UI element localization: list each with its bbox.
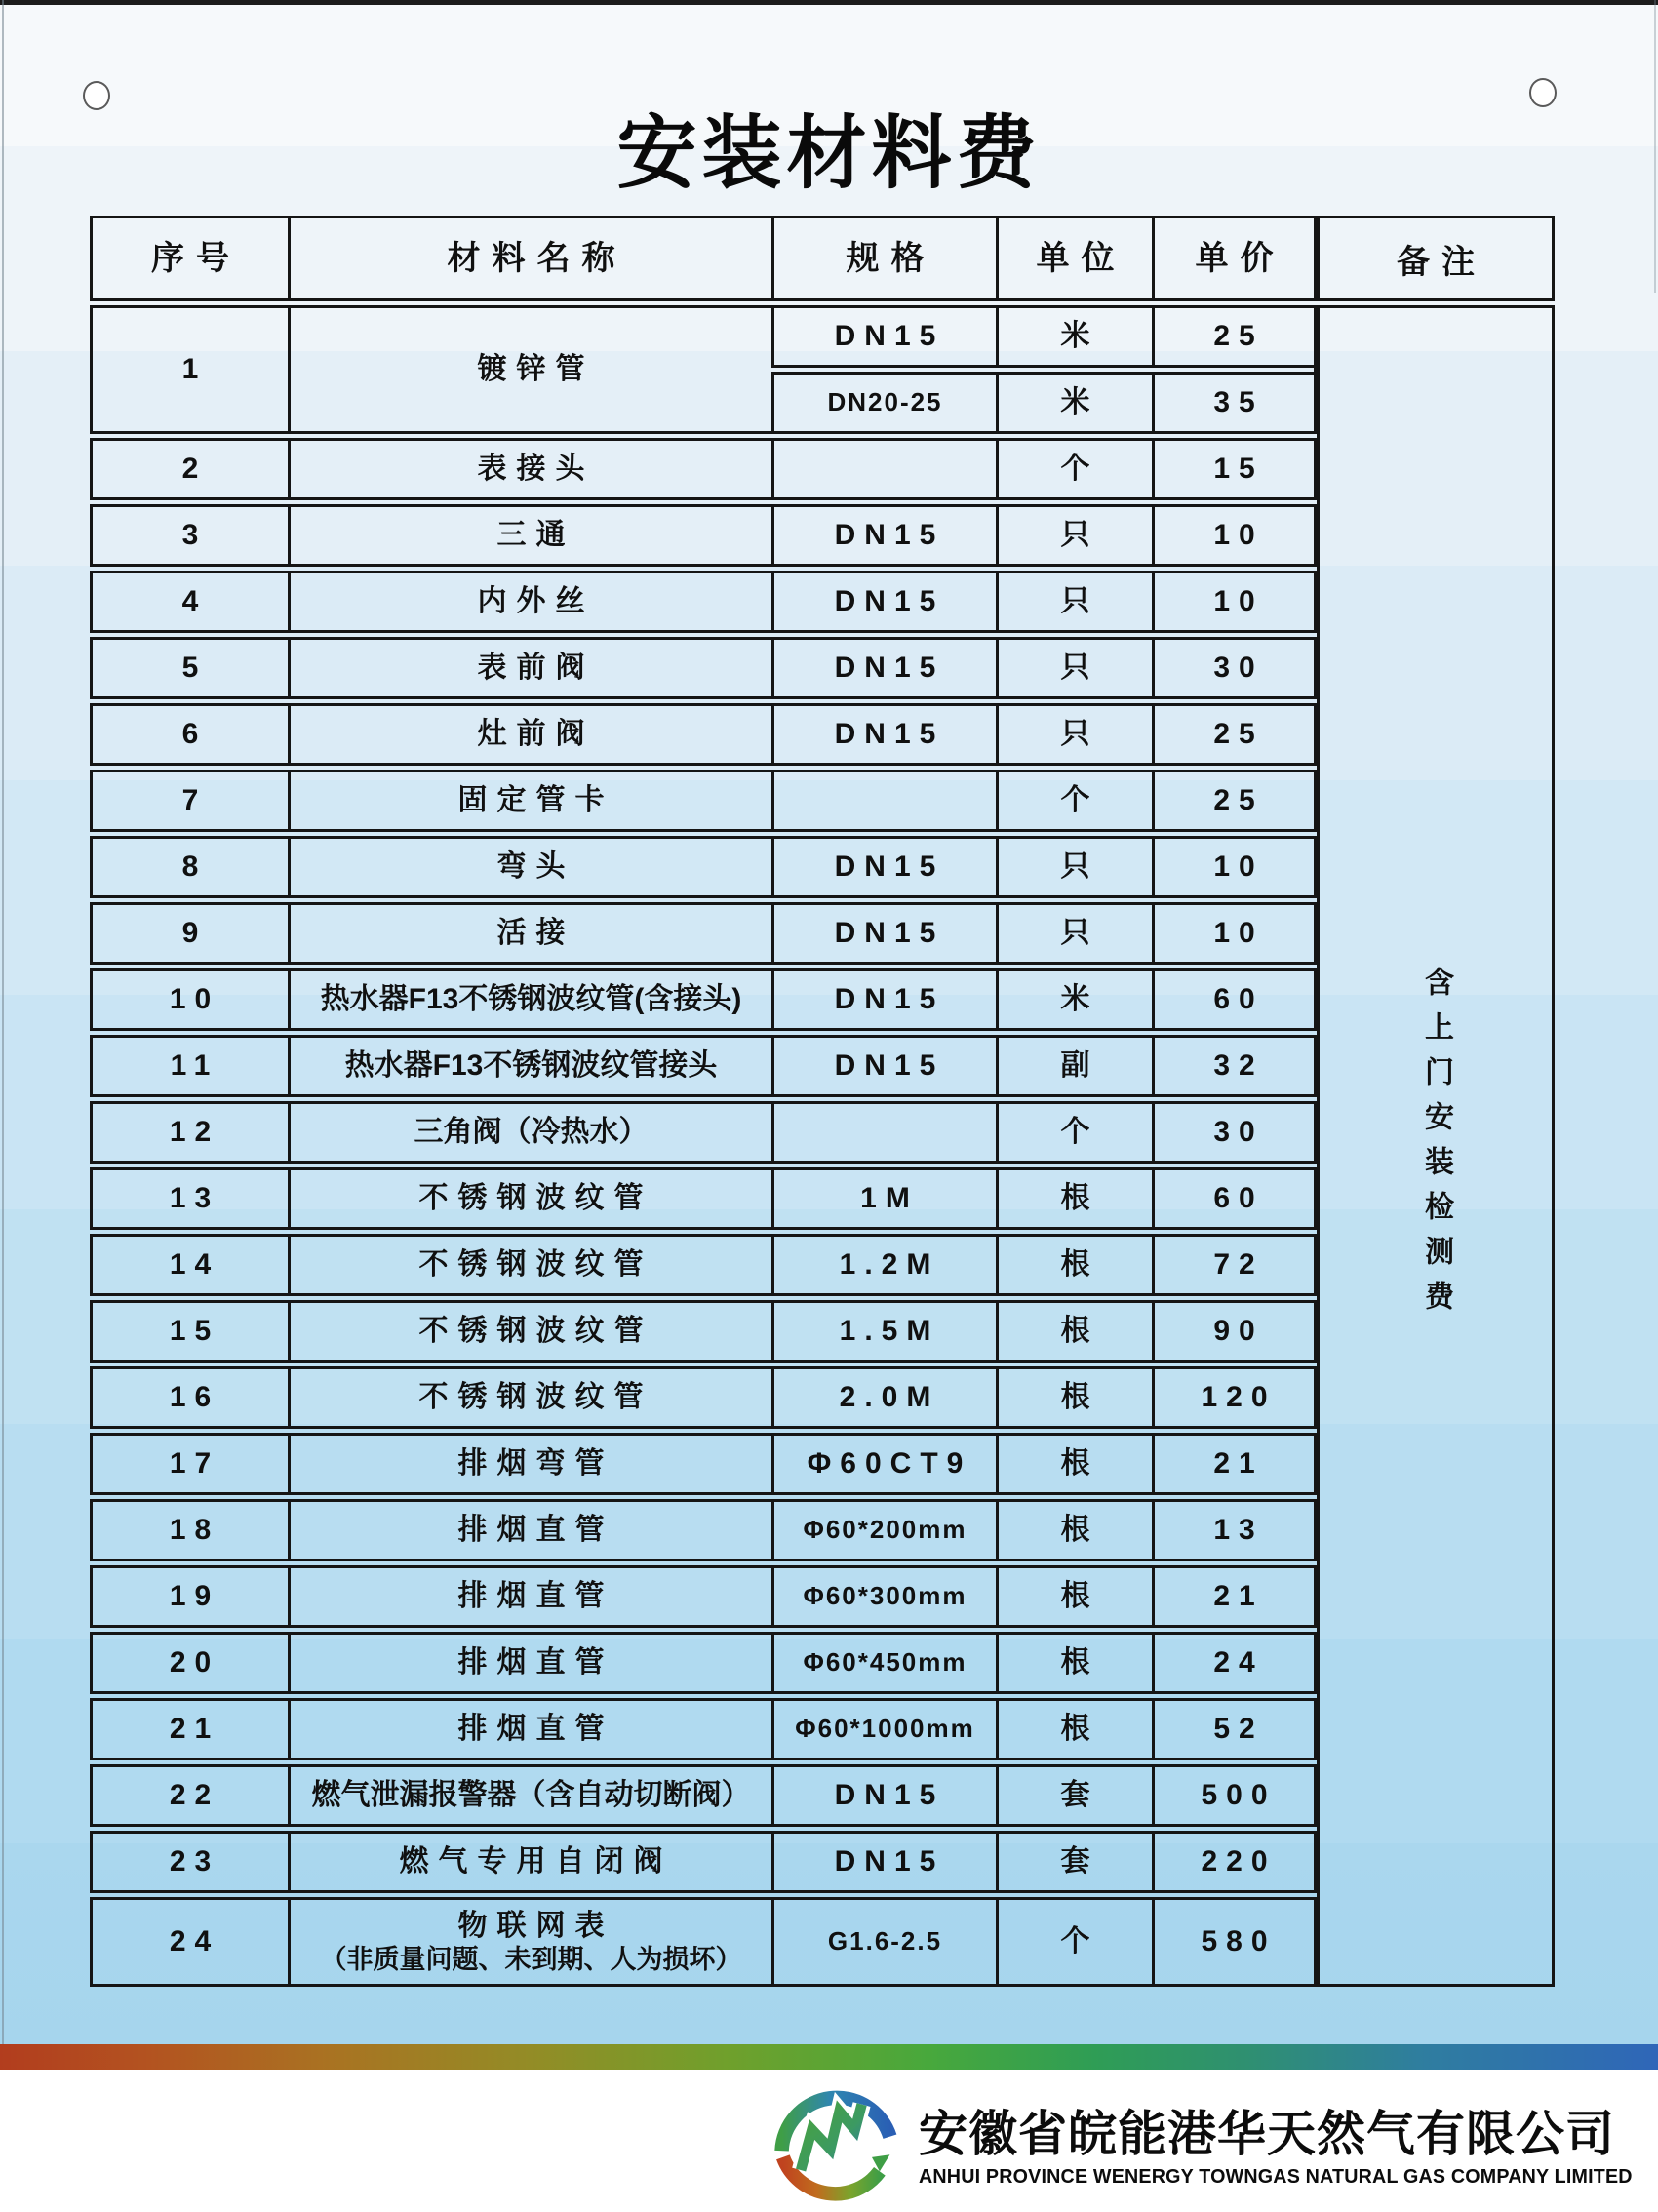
row-price: 10 (1152, 507, 1314, 564)
table-row (90, 571, 1317, 633)
table-row (90, 1565, 1317, 1628)
row-price: 72 (1152, 1237, 1314, 1293)
row-material-name: 热水器F13不锈钢波纹管(含接头) (288, 971, 771, 1028)
remark-column (1317, 216, 1555, 1987)
row-price: 90 (1152, 1303, 1314, 1360)
row-material-name: 热水器F13不锈钢波纹管接头 (288, 1038, 771, 1094)
header-cell-spec: 规格 (771, 218, 996, 298)
row-no: 1 (181, 353, 208, 385)
row-spec: DN15 (771, 1834, 996, 1890)
row-material-name: 排烟直管 (288, 1635, 771, 1691)
row-unit: 根 (996, 1701, 1152, 1758)
row-price: 30 (1152, 1104, 1314, 1161)
company-name-block (919, 2095, 1658, 2189)
row-unit: 只 (996, 905, 1152, 962)
row-material-name: 表前阀 (288, 640, 771, 696)
row-no: 15 (169, 1315, 220, 1347)
top-edge-line (0, 0, 1658, 5)
row-price: 25 (1152, 706, 1314, 763)
row-spec: Φ60*300mm (771, 1568, 996, 1625)
table-row (90, 1831, 1317, 1893)
table-row (90, 637, 1317, 699)
row-price: 32 (1152, 1038, 1314, 1094)
row-price: 25 (1152, 308, 1314, 365)
row-no: 21 (169, 1713, 220, 1745)
table-row (90, 1300, 1317, 1363)
row-spec: DN15 (771, 507, 996, 564)
row-no: 13 (169, 1182, 220, 1214)
row-no: 17 (169, 1447, 220, 1480)
row-spec: 1.2M (771, 1237, 996, 1293)
table-row (90, 836, 1317, 898)
row-spec: DN20-25 (771, 375, 996, 431)
row-unit: 根 (996, 1170, 1152, 1227)
row-price: 35 (1152, 375, 1314, 431)
row-spec: DN15 (771, 640, 996, 696)
row-unit: 个 (996, 441, 1152, 497)
row-material-name: 三角阀（冷热水） (288, 1104, 771, 1161)
company-name-cn: 安徽省皖能港华天然气有限公司 (919, 2107, 1615, 2161)
row-no: 8 (181, 850, 208, 883)
table-row (90, 703, 1317, 766)
row-unit: 个 (996, 1900, 1152, 1984)
price-table-main (90, 216, 1317, 1987)
header-cell-unit: 单位 (996, 218, 1152, 298)
row-material-name-line2: （非质量问题、未到期、人为损坏） (320, 1944, 742, 1974)
row-price: 30 (1152, 640, 1314, 696)
table-row (90, 305, 1317, 434)
row-price: 10 (1152, 573, 1314, 630)
row-unit: 只 (996, 507, 1152, 564)
row-price: 21 (1152, 1568, 1314, 1625)
table-row (90, 1632, 1317, 1694)
row-material-name (288, 1900, 771, 1984)
row-unit: 米 (996, 971, 1152, 1028)
row-unit: 根 (996, 1237, 1152, 1293)
row-unit: 根 (996, 1436, 1152, 1492)
row-unit: 米 (996, 375, 1152, 431)
row-no: 23 (169, 1845, 220, 1877)
row-price: 10 (1152, 839, 1314, 895)
row-unit: 个 (996, 1104, 1152, 1161)
row-price: 13 (1152, 1502, 1314, 1559)
table-row (90, 438, 1317, 500)
page-title: 安装材料费 (616, 109, 1042, 198)
row-spec: DN15 (771, 905, 996, 962)
row-material-name: 表接头 (288, 441, 771, 497)
left-edge-line (2, 0, 4, 2044)
row-spec: DN15 (771, 1767, 996, 1824)
row-material-name: 固定管卡 (288, 772, 771, 829)
table-row (90, 1035, 1317, 1097)
row-price: 15 (1152, 441, 1314, 497)
row-no: 22 (169, 1779, 220, 1811)
table-row (90, 1764, 1317, 1827)
row-spec: Φ60CT9 (771, 1436, 996, 1492)
row-unit: 个 (996, 772, 1152, 829)
row-material-name: 排烟弯管 (288, 1436, 771, 1492)
table-row (90, 1234, 1317, 1296)
rainbow-divider (0, 2044, 1658, 2070)
row-unit: 根 (996, 1369, 1152, 1426)
footer (0, 2070, 1658, 2212)
row-material-name: 燃气泄漏报警器（含自动切断阀） (288, 1767, 771, 1824)
table-row (90, 1366, 1317, 1429)
header-cell-name: 材料名称 (288, 218, 771, 298)
row-material-name: 内外丝 (288, 573, 771, 630)
row-price: 25 (1152, 772, 1314, 829)
row-spec: G1.6-2.5 (771, 1900, 996, 1984)
row-no: 5 (181, 652, 208, 684)
row-material-name: 燃气专用自闭阀 (288, 1834, 771, 1890)
row-spec (771, 1104, 996, 1161)
row-price: 220 (1152, 1834, 1314, 1890)
remark-note: 含上门安装检测费 (1420, 967, 1452, 1325)
row-no: 4 (181, 585, 208, 617)
row-material-name: 活接 (288, 905, 771, 962)
table-row (90, 504, 1317, 567)
row-spec: DN15 (771, 971, 996, 1028)
row-material-name: 不锈钢波纹管 (288, 1369, 771, 1426)
row-unit: 套 (996, 1834, 1152, 1890)
row-no: 12 (169, 1116, 220, 1148)
row-no: 7 (181, 784, 208, 816)
row-no: 16 (169, 1381, 220, 1413)
row-spec: Φ60*200mm (771, 1502, 996, 1559)
row-spec: DN15 (771, 308, 996, 365)
row-no: 18 (169, 1514, 220, 1546)
row-unit: 副 (996, 1038, 1152, 1094)
row-material-name: 弯头 (288, 839, 771, 895)
row-price: 24 (1152, 1635, 1314, 1691)
row-no: 20 (169, 1646, 220, 1679)
table-row (90, 770, 1317, 832)
row-unit: 根 (996, 1303, 1152, 1360)
row-spec: Φ60*450mm (771, 1635, 996, 1691)
table-subrow (771, 372, 1314, 431)
row-spec: DN15 (771, 1038, 996, 1094)
table-body (90, 305, 1317, 1987)
table-subrow (771, 308, 1314, 368)
header-cell-remark: 备注 (1317, 216, 1555, 301)
row-no: 6 (181, 718, 208, 750)
row-material-name: 镀锌管 (288, 308, 771, 431)
row-unit: 只 (996, 839, 1152, 895)
row-price: 120 (1152, 1369, 1314, 1426)
remark-merged-cell (1317, 305, 1555, 1987)
row-price: 60 (1152, 1170, 1314, 1227)
row-material-name: 灶前阀 (288, 706, 771, 763)
row-spec: DN15 (771, 706, 996, 763)
row-unit: 套 (996, 1767, 1152, 1824)
row-spec: DN15 (771, 839, 996, 895)
row-unit: 只 (996, 640, 1152, 696)
row-spec (771, 772, 996, 829)
row-no: 10 (169, 983, 220, 1015)
row-no: 3 (181, 519, 208, 551)
row-price: 21 (1152, 1436, 1314, 1492)
row-material-name: 不锈钢波纹管 (288, 1170, 771, 1227)
row-unit: 只 (996, 573, 1152, 630)
row-price: 580 (1152, 1900, 1314, 1984)
row-no: 19 (169, 1580, 220, 1612)
price-table (90, 216, 1555, 1987)
row-no: 2 (181, 453, 208, 485)
table-row (90, 902, 1317, 965)
row-material-name: 排烟直管 (288, 1701, 771, 1758)
row-no: 14 (169, 1248, 220, 1281)
row-price: 52 (1152, 1701, 1314, 1758)
row-material-name: 三通 (288, 507, 771, 564)
row-spec: 1M (771, 1170, 996, 1227)
row-material-name-line1: 物联网表 (457, 1909, 614, 1942)
row-subrows (771, 308, 1314, 431)
table-row (90, 968, 1317, 1031)
company-name-en: ANHUI PROVINCE WENERGY TOWNGAS NATURAL GAS COMPANY LIMITED (919, 2165, 1633, 2188)
row-unit: 根 (996, 1502, 1152, 1559)
row-material-name: 不锈钢波纹管 (288, 1303, 771, 1360)
row-unit: 只 (996, 706, 1152, 763)
row-unit: 根 (996, 1568, 1152, 1625)
table-row (90, 1167, 1317, 1230)
header-cell-price: 单价 (1152, 218, 1314, 298)
row-spec: 1.5M (771, 1303, 996, 1360)
header-cell-no: 序号 (151, 239, 241, 277)
row-unit: 根 (996, 1635, 1152, 1691)
row-price: 500 (1152, 1767, 1314, 1824)
table-row (90, 1499, 1317, 1561)
row-spec: Φ60*1000mm (771, 1701, 996, 1758)
row-material-name: 排烟直管 (288, 1568, 771, 1625)
row-material-name: 排烟直管 (288, 1502, 771, 1559)
table-row (90, 1698, 1317, 1760)
table-header-row (90, 216, 1317, 301)
row-unit: 米 (996, 308, 1152, 365)
row-spec (771, 441, 996, 497)
company-brand (769, 2077, 1658, 2206)
row-no: 11 (170, 1049, 219, 1082)
table-row (90, 1897, 1317, 1987)
row-price: 10 (1152, 905, 1314, 962)
row-price: 60 (1152, 971, 1314, 1028)
row-material-name: 不锈钢波纹管 (288, 1237, 771, 1293)
row-no: 24 (169, 1925, 220, 1957)
company-logo-icon (769, 2077, 903, 2206)
table-row (90, 1433, 1317, 1495)
row-no: 9 (181, 917, 208, 949)
row-spec: 2.0M (771, 1369, 996, 1426)
table-row (90, 1101, 1317, 1164)
row-spec: DN15 (771, 573, 996, 630)
